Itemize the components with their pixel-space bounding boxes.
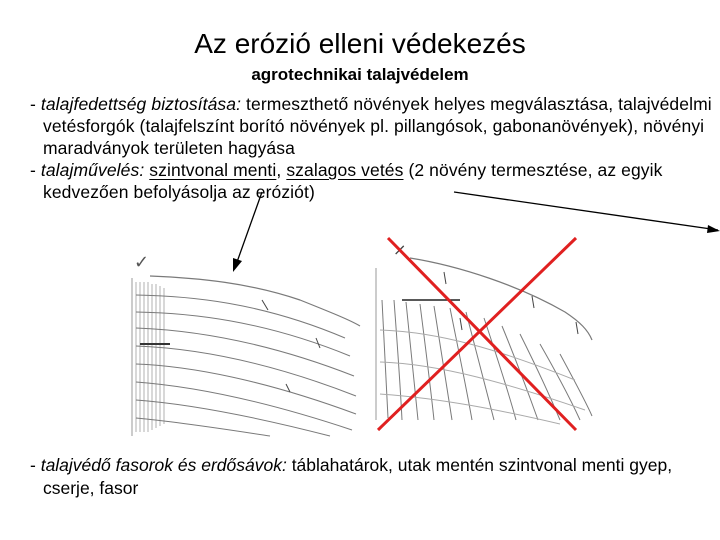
bullet-dash: - [30, 160, 41, 180]
separator: , [276, 160, 287, 180]
bullet-dash: - [30, 455, 41, 475]
contour-row [136, 382, 352, 430]
downslope-row [484, 318, 516, 420]
strip-sowing-term: szalagos vetés [286, 160, 404, 180]
arrow-head [707, 225, 720, 233]
downslope-rows-drawing [376, 238, 592, 430]
post-marker [576, 322, 578, 334]
bullet-term: talajfedettség biztosítása: [40, 94, 242, 114]
downslope-row [540, 344, 580, 420]
bullet-text: táblahatárok, utak mentén szintvonal menti gyep, cserje, fasor [43, 455, 673, 498]
bullet-text: (2 növény termesztése, az egyik kedvezően befolyásolja az eróziót) [43, 160, 663, 202]
contour-farming-drawing [132, 252, 360, 436]
arrow-head [233, 258, 242, 272]
check-icon: ✓ [134, 252, 150, 273]
bullet-term: talajművelés: [40, 160, 145, 180]
contour-row [136, 295, 345, 338]
pointer-arrows [233, 192, 720, 272]
page-subtitle: agrotechnikai talajvédelem [251, 65, 469, 84]
downslope-row [420, 304, 434, 420]
downslope-row [466, 312, 494, 420]
contour-tillage-term: szintvonal menti [149, 160, 277, 180]
downslope-row [382, 300, 388, 418]
arrow-to-strip-field [454, 192, 718, 230]
post-marker [460, 318, 462, 330]
cross-icon: × [393, 240, 407, 259]
post-marker [532, 296, 534, 308]
post-marker [444, 272, 446, 284]
bullet-dash: - [30, 94, 41, 114]
contour-row [136, 312, 350, 356]
contour-row [136, 346, 356, 396]
arrow-to-contour-field [237, 192, 262, 262]
hill-outline [150, 276, 360, 326]
downslope-row [434, 306, 452, 420]
bullet-text: termeszthető növények helyes megválasztása, talajvédelmi vetésforgók (talajfelszínt borító növények pl. pillangósok, gabonanövények), növényi maradványok területen hagyása [43, 94, 712, 158]
bullet-term: talajvédő fasorok és erdősávok: [40, 455, 287, 475]
terrain-hatching [136, 282, 164, 432]
contour-row [136, 328, 354, 376]
post-marker [262, 300, 268, 310]
page-title: Az erózió elleni védekezés [194, 28, 526, 59]
downslope-row [394, 300, 402, 420]
contour-row [136, 364, 356, 414]
